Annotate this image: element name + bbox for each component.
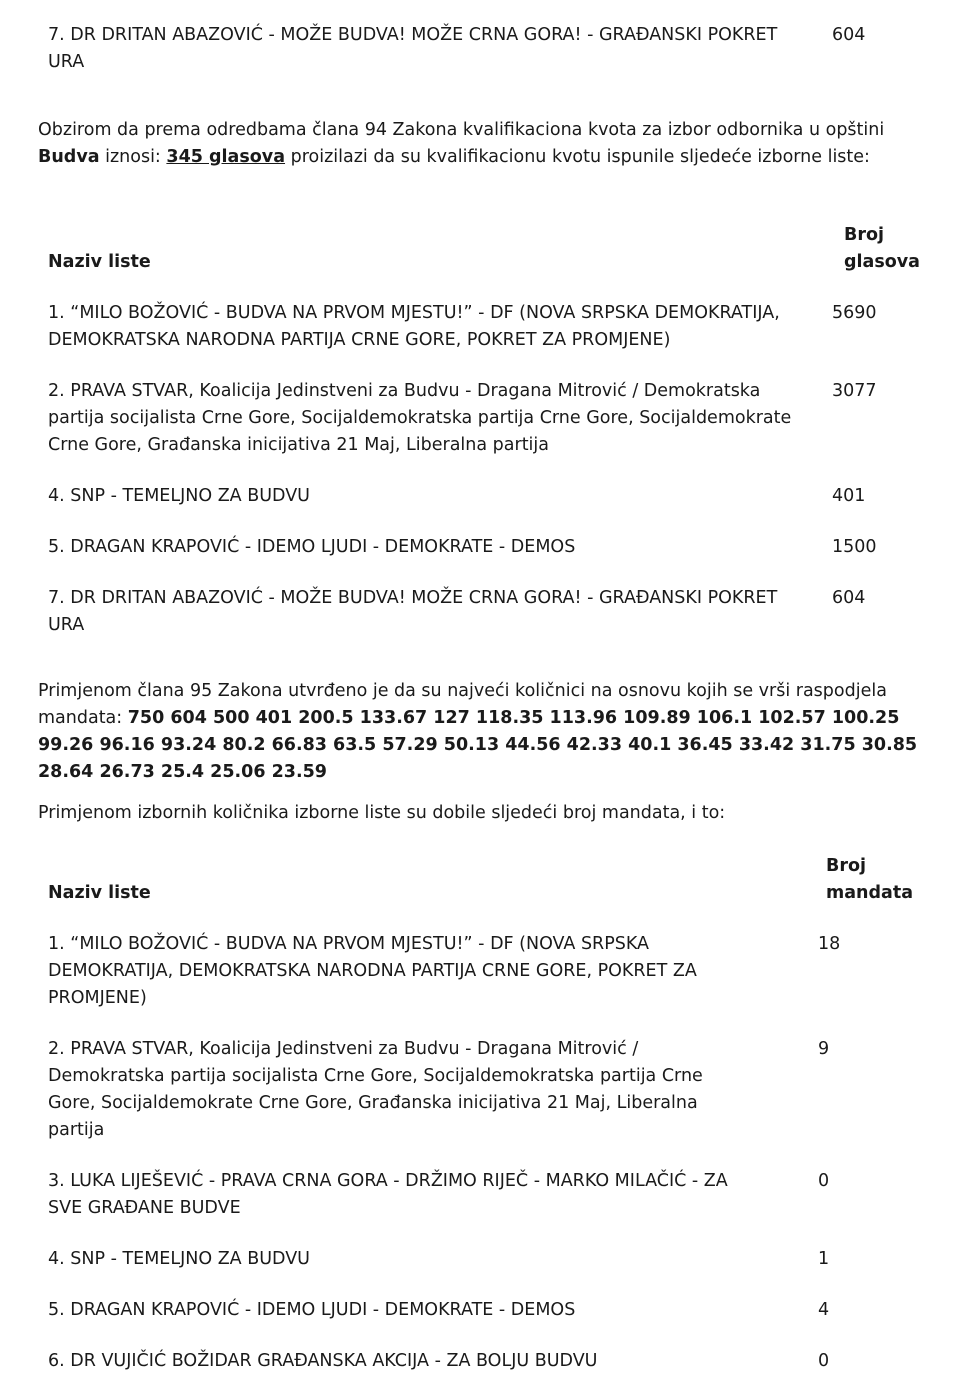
mandates-table	[48, 853, 928, 1375]
votes-table-header	[48, 222, 928, 276]
quotient-values: 750 604 500 401 200.5 133.67 127 118.35 113.96 109.89 106.1 102.57 100.25 99.26 96.16 93.24 80.2 66.83 63.5 57.29 50.13 44.56 42.33 40.1 36.45 33.42 31.75 30.85 28.64 26.73 25.4 25.06 23.59	[38, 708, 918, 782]
mandates-intro-paragraph: Primjenom izbornih količnika izborne liste su dobile sljedeći broj mandata, i to:	[38, 803, 726, 823]
quota-value: 345 glasova	[166, 147, 286, 167]
carryover-row	[48, 22, 928, 76]
quotients-paragraph: Primjenom člana 95 Zakona utvrđeno je da su najveći količnici na osnovu kojih se vrši raspodjela mandata: 750 604 500 401 200.5 133.67 127 118.35 113.96 109.89 106.1 102.57 100.25 99.26 96.16 93.24 80.2 66.83 63.5 57.29 50.13 44.56 42.33 40.1 36.45 33.42 31.75 30.85 28.64 26.73 25.4 25.06 23.59	[38, 681, 918, 782]
table-row: 4. SNP - TEMELJNO ZA BUDVU 1	[48, 1249, 830, 1269]
table-row: 1. “MILO BOŽOVIĆ - BUDVA NA PRVOM MJESTU!” - DF (NOVA SRPSKA DEMOKRATIJA, DEMOKRATSKA NARODNA PARTIJA CRNE GORE, POKRET ZA PROMJENE) 18	[48, 934, 841, 1008]
column-header-list-name: Naziv liste	[48, 252, 151, 272]
votes-table	[48, 222, 928, 639]
column-header-votes: Broj glasova	[844, 225, 920, 272]
column-header-list-name: Naziv liste	[48, 883, 151, 903]
table-row: 1. “MILO BOŽOVIĆ - BUDVA NA PRVOM MJESTU!” - DF (NOVA SRPSKA DEMOKRATIJA, DEMOKRATSKA NARODNA PARTIJA CRNE GORE, POKRET ZA PROMJENE) 5690	[48, 303, 877, 350]
quota-paragraph: Obzirom da prema odredbama člana 94 Zakona kvalifikaciona kvota za izbor odbornika u opštini Budva iznosi: 345 glasova proizilazi da su kvalifikacionu kvotu ispunile sljedeće izborne liste:	[38, 120, 885, 167]
table-row: 6. DR VUJIČIĆ BOŽIDAR GRAĐANSKA AKCIJA - ZA BOLJU BUDVU 0	[48, 1351, 830, 1371]
column-header-mandates: Broj mandata	[826, 856, 914, 903]
mandates-table-header	[48, 853, 928, 907]
table-row: 5. DRAGAN KRAPOVIĆ - IDEMO LJUDI - DEMOKRATE - DEMOS 4	[48, 1300, 830, 1320]
table-row: 4. SNP - TEMELJNO ZA BUDVU 401	[48, 486, 866, 506]
table-row: 5. DRAGAN KRAPOVIĆ - IDEMO LJUDI - DEMOKRATE - DEMOS 1500	[48, 537, 877, 557]
municipality-name: Budva	[38, 147, 100, 167]
carryover-list-name: 7. DR DRITAN ABAZOVIĆ - MOŽE BUDVA! MOŽE CRNA GORA! - GRAĐANSKI POKRET URA	[48, 25, 778, 72]
carryover-votes: 604	[832, 25, 866, 45]
table-row: 7. DR DRITAN ABAZOVIĆ - MOŽE BUDVA! MOŽE CRNA GORA! - GRAĐANSKI POKRET URA 604	[48, 588, 866, 635]
table-row: 2. PRAVA STVAR, Koalicija Jedinstveni za Budvu - Dragana Mitrović / Demokratska partija socijalista Crne Gore, Socijaldemokratska partija Crne Gore, Socijaldemokrate Crne Gore, Građanska inicijativa 21 Maj, Liberalna partija 3077	[48, 381, 877, 455]
table-row: 3. LUKA LIJEŠEVIĆ - PRAVA CRNA GORA - DRŽIMO RIJEČ - MARKO MILAČIĆ - ZA SVE GRAĐANE BUDVE 0	[48, 1171, 830, 1218]
table-row: 2. PRAVA STVAR, Koalicija Jedinstveni za Budvu - Dragana Mitrović / Demokratska partija socijalista Crne Gore, Socijaldemokratska partija Crne Gore, Socijaldemokrate Crne Gore, Građanska inicijativa 21 Maj, Liberalna partija 9	[48, 1039, 830, 1140]
